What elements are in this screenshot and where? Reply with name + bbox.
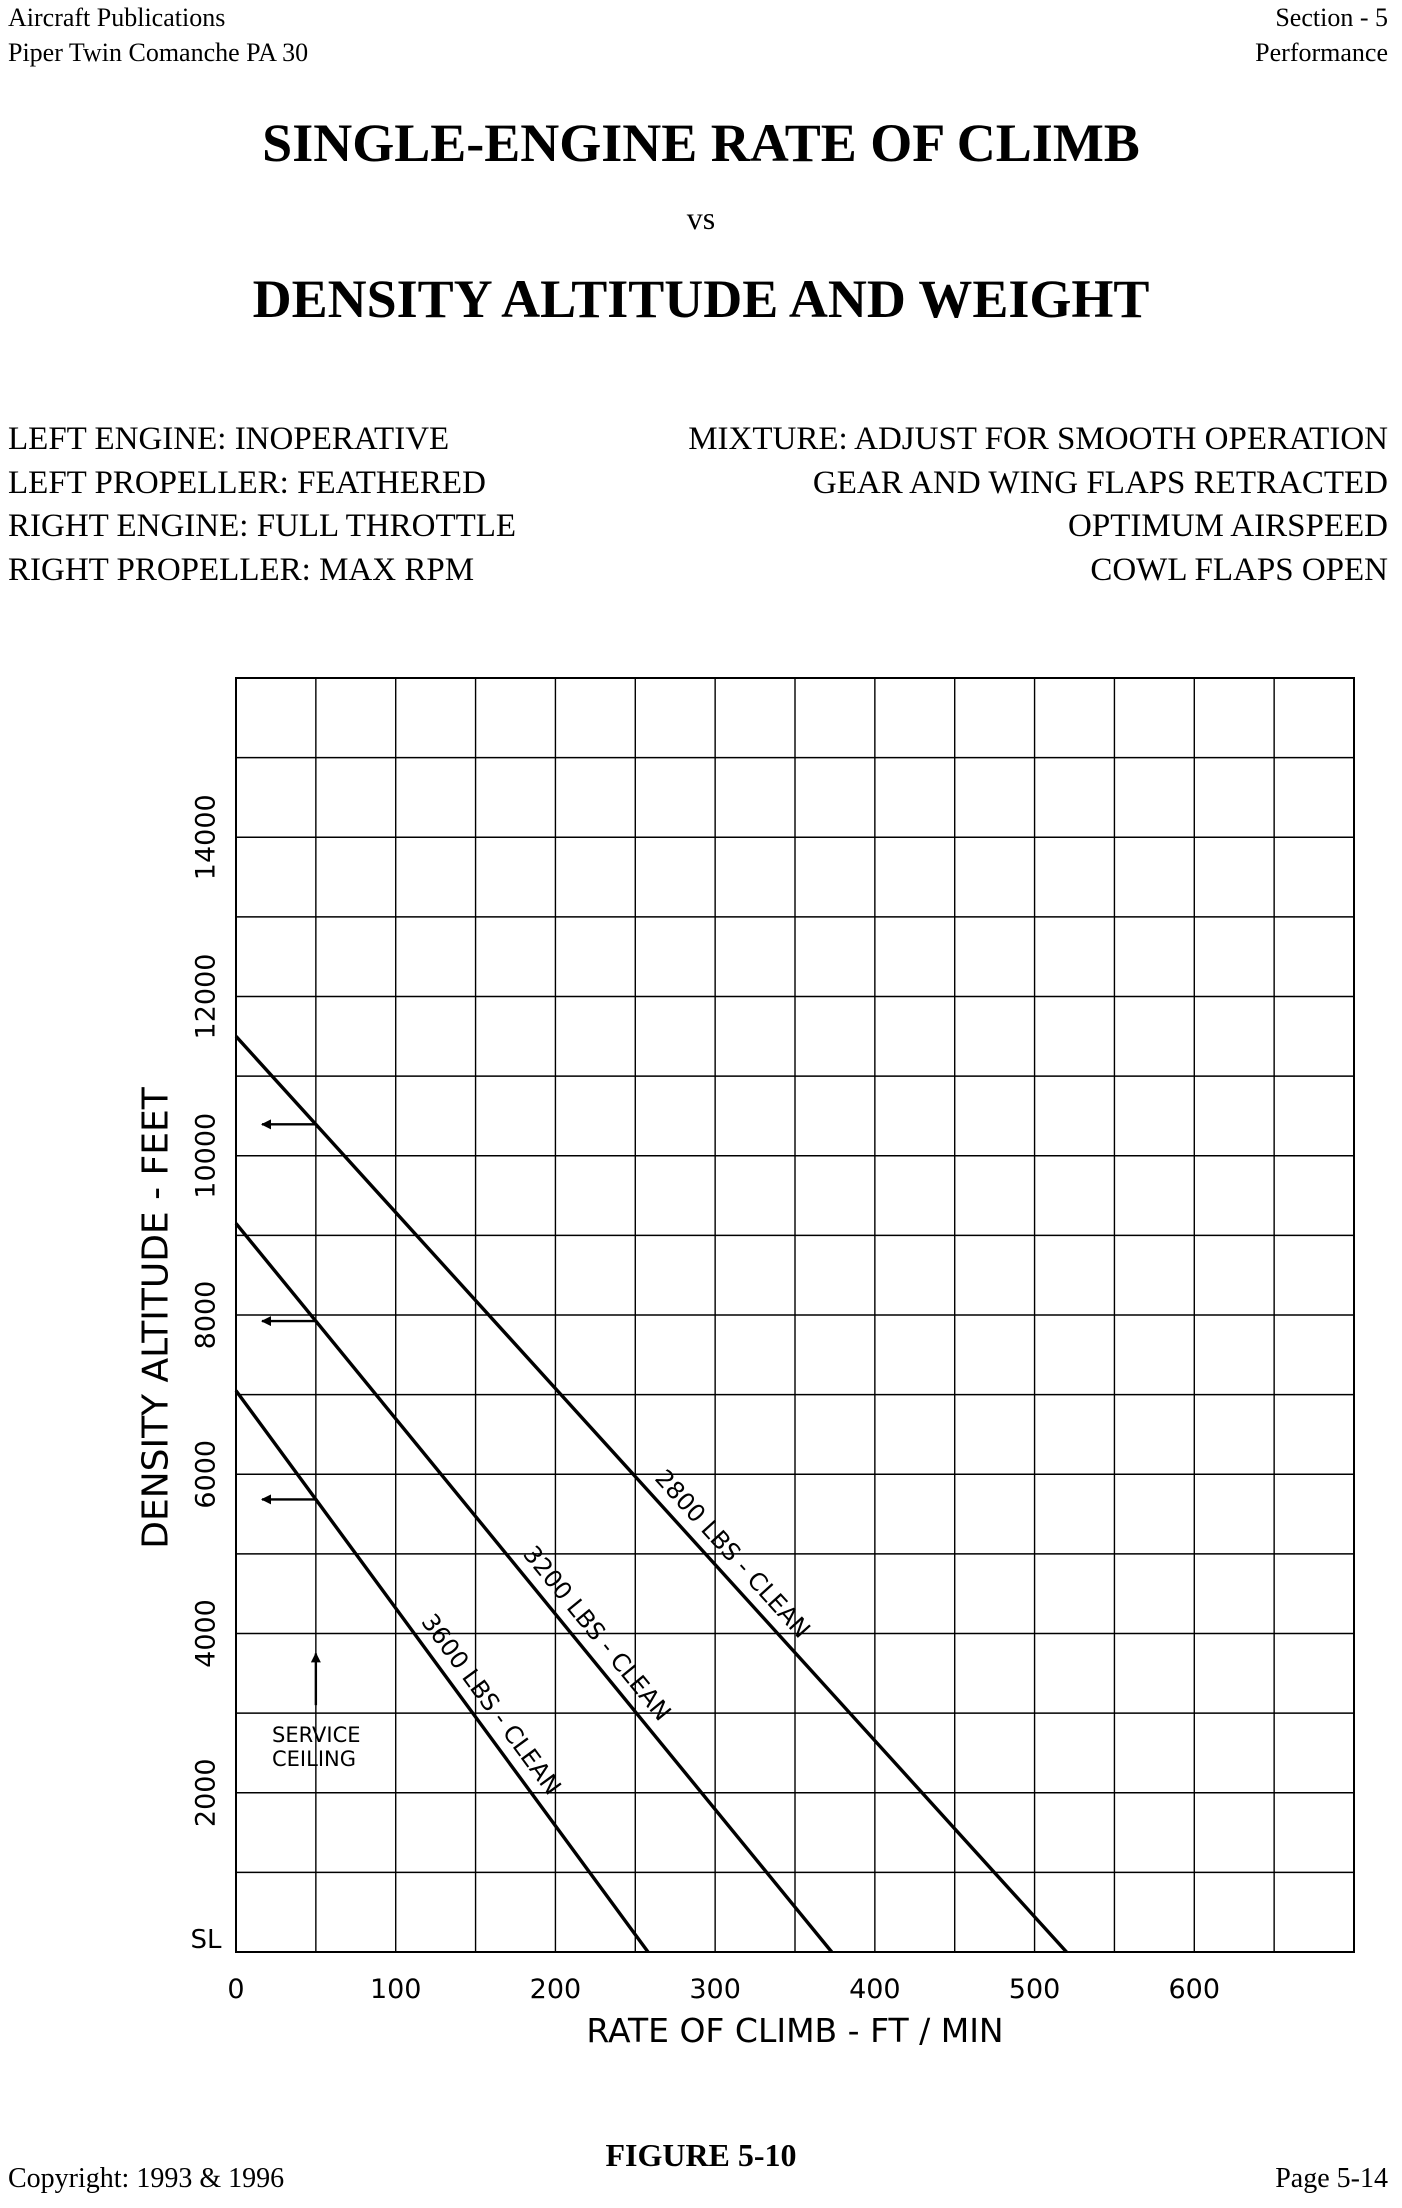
section-number: Section - 5 <box>1275 3 1388 32</box>
series-line-3 <box>236 1036 1067 1952</box>
x-tick-label: 600 <box>1168 1974 1221 2005</box>
condition-left-4: RIGHT PROPELLER: MAX RPM <box>8 551 475 588</box>
y-tick-label: 8000 <box>190 1280 222 1350</box>
y-tick-label: 4000 <box>190 1599 222 1668</box>
x-tick-label: 400 <box>849 1974 901 2005</box>
series-line-2 <box>236 1223 832 1952</box>
condition-right-4: COWL FLAPS OPEN <box>1090 551 1388 588</box>
y-tick-label: SL <box>190 1925 222 1955</box>
service-ceiling-label-line1: SERVICE <box>272 1723 361 1748</box>
page-number: Page 5-14 <box>1275 2163 1388 2194</box>
condition-left-1: LEFT ENGINE: INOPERATIVE <box>8 421 450 457</box>
y-tick-label: 14000 <box>190 794 222 881</box>
y-tick-label: 12000 <box>190 953 222 1040</box>
publisher-name: Aircraft Publications <box>8 3 226 32</box>
condition-left-3: RIGHT ENGINE: FULL THROTTLE <box>8 508 517 544</box>
condition-right-3: OPTIMUM AIRSPEED <box>1068 508 1388 544</box>
x-tick-label: 300 <box>689 1974 741 2005</box>
service-ceiling-label-line2: CEILING <box>272 1746 356 1771</box>
x-tick-label: 100 <box>369 1974 422 2005</box>
condition-left-2: LEFT PROPELLER: FEATHERED <box>8 464 486 501</box>
chart-labels <box>136 794 1221 2050</box>
y-tick-label: 6000 <box>190 1439 222 1509</box>
x-tick-label: 0 <box>227 1974 245 2005</box>
series-label-2: 3200 LBS - CLEAN <box>517 1540 677 1727</box>
copyright: Copyright: 1993 & 1996 <box>8 2163 285 2194</box>
aircraft-model: Piper Twin Comanche PA 30 <box>8 38 309 67</box>
chart-series <box>236 1036 1067 1952</box>
y-axis-label: DENSITY ALTITUDE - FEET <box>135 1087 177 1549</box>
section-name: Performance <box>1255 38 1388 67</box>
chart-grid <box>236 678 1354 1952</box>
figure-label: FIGURE 5-10 <box>605 2137 797 2173</box>
x-tick-label: 200 <box>529 1974 582 2005</box>
x-tick-label: 500 <box>1008 1974 1061 2005</box>
chart-marks <box>262 1124 316 1705</box>
y-tick-label: 2000 <box>190 1758 222 1828</box>
condition-right-2: GEAR AND WING FLAPS RETRACTED <box>812 464 1388 501</box>
y-tick-label: 10000 <box>190 1112 222 1199</box>
x-axis-label: RATE OF CLIMB - FT / MIN <box>586 2011 1004 2050</box>
chart-title-line2: DENSITY ALTITUDE AND WEIGHT <box>252 269 1150 329</box>
series-label-1: 3600 LBS - CLEAN <box>415 1608 567 1801</box>
condition-right-1: MIXTURE: ADJUST FOR SMOOTH OPERATION <box>688 421 1388 457</box>
series-label-3: 2800 LBS - CLEAN <box>649 1464 816 1644</box>
chart-title-line1: SINGLE-ENGINE RATE OF CLIMB <box>262 113 1140 173</box>
chart-title-vs: vs <box>686 200 716 236</box>
